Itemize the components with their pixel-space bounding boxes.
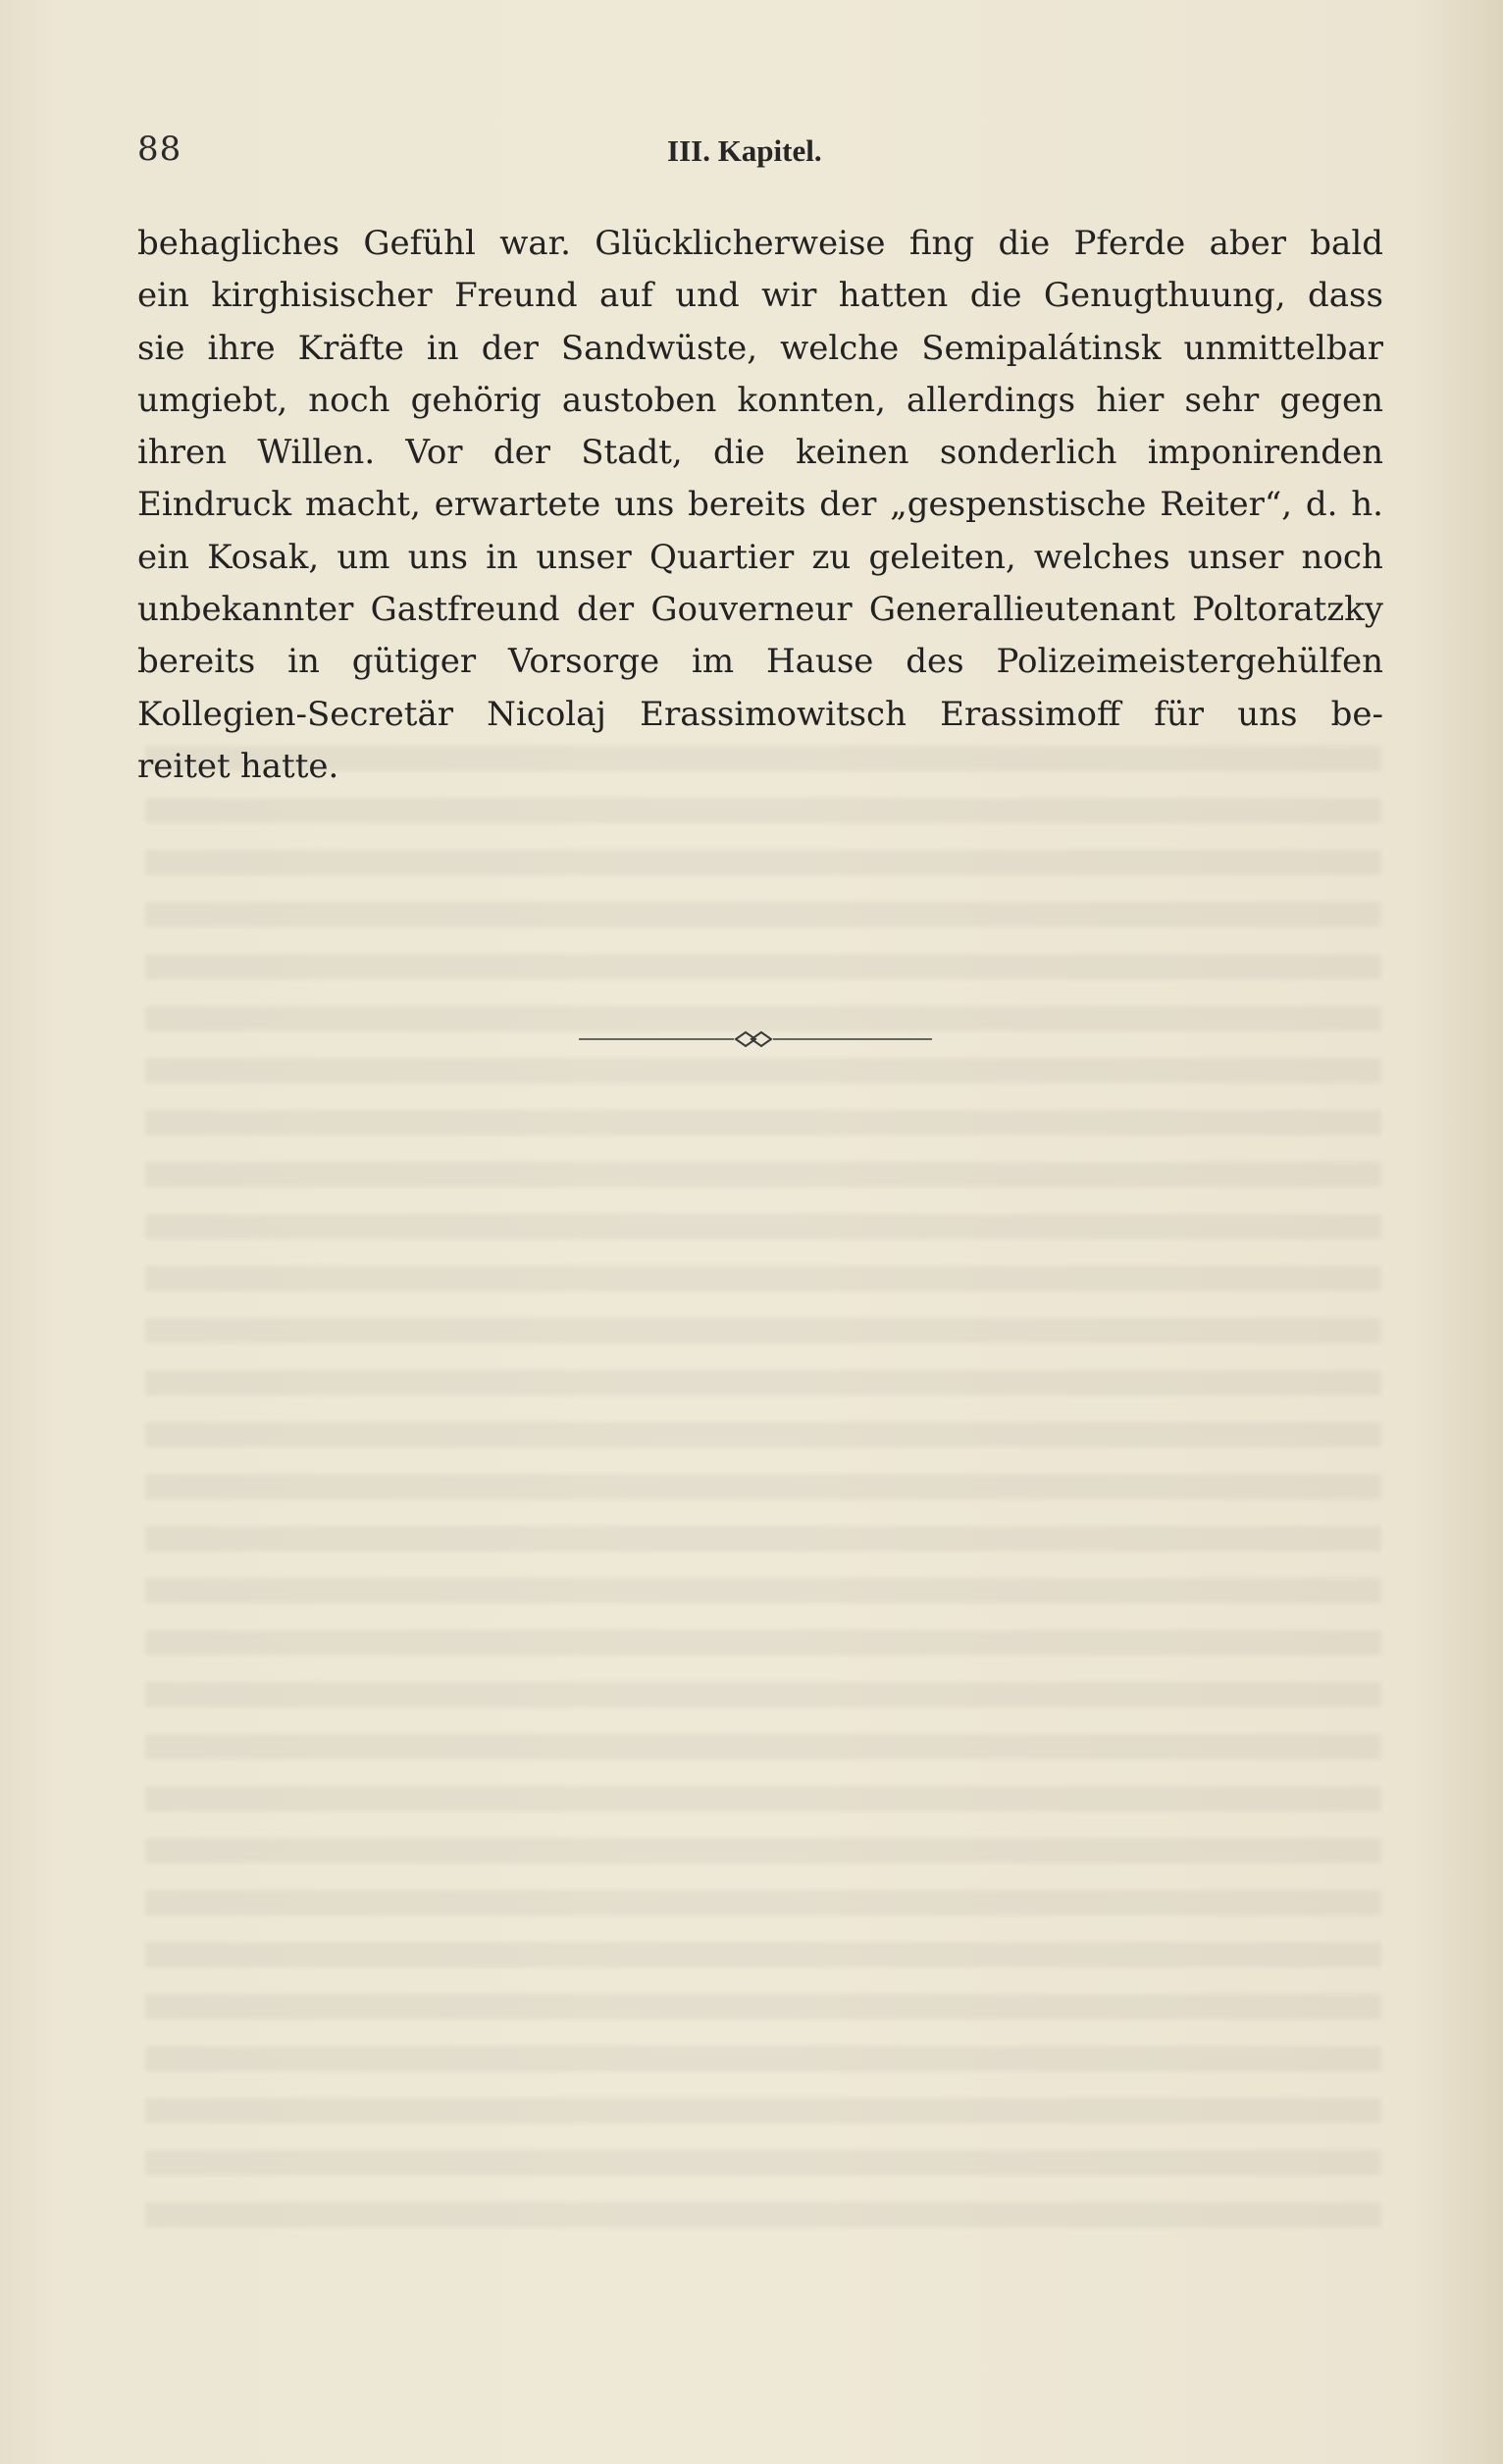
word: bereits [137,642,256,682]
word: Freund [454,276,578,316]
text-line [137,636,1383,688]
word: Gastfreund [370,590,560,630]
word: Gefühl [363,224,476,263]
word: aber [1209,224,1286,263]
word: sehr [1184,380,1260,420]
word: erwartete [434,485,601,525]
word: Eindruck [137,485,292,525]
body-text [137,218,1383,793]
text-line [137,375,1383,427]
word: ihre [207,328,276,368]
word: dass [1307,276,1383,316]
text-line [137,218,1383,270]
word: für [1154,694,1205,734]
word: hatten [838,276,949,316]
word: ihren [137,433,228,473]
word: hatte. [239,746,339,786]
word: umgiebt, [137,380,288,420]
word: geleiten, [868,537,1016,577]
bleed-through-texture [145,746,1381,2237]
word: der [819,485,877,525]
word: d. [1305,485,1338,525]
word: austoben [561,380,717,420]
word: der [576,590,635,630]
word: unbekannter [137,590,354,630]
section-end-ornament [569,1028,942,1050]
word: unser [1187,537,1284,577]
word: Erassimowitsch [640,694,907,734]
word: und [675,276,740,316]
word: ein [137,276,189,316]
word: um [337,537,390,577]
word: die [713,433,765,473]
text-line [137,532,1383,584]
word: Pferde [1073,224,1186,263]
word: gütiger [351,642,477,682]
word: Reiter“, [1160,485,1293,525]
page-header [137,130,1383,177]
text-line [137,741,1383,793]
word: Stadt, [581,433,683,473]
word: zu [811,537,852,577]
word: der [481,328,539,368]
word: auf [599,276,653,316]
word: die [969,276,1022,316]
word: Kollegien-Secretär [137,694,453,734]
word: uns [614,485,675,525]
word: sonderlich [939,433,1117,473]
word: bereits [688,485,806,525]
word: Hause [766,642,874,682]
word: Generallieutenant [868,590,1175,630]
text-line [137,584,1383,636]
word: allerdings [906,380,1076,420]
word: Glücklicherweise [595,224,886,263]
word: keinen [796,433,909,473]
word: macht, [304,485,421,525]
word: noch [308,380,390,420]
word: uns [407,537,468,577]
text-line [137,270,1383,322]
word: Gouverneur [650,590,853,630]
word: Kräfte [297,328,404,368]
word: konnten, [737,380,886,420]
word: in [486,537,518,577]
word: ein [137,537,189,577]
word: fing [908,224,975,263]
word: welche [780,328,900,368]
word: Poltoratzky [1192,590,1383,630]
word: war. [499,224,571,263]
word: Nicolaj [487,694,606,734]
word: unmittelbar [1183,328,1383,368]
text-line [137,479,1383,531]
text-line [137,689,1383,741]
word: in [426,328,459,368]
word: „gespenstische [890,485,1147,525]
word: der [492,433,550,473]
text-line [137,427,1383,479]
word: Genugthuung, [1043,276,1286,316]
word: des [906,642,964,682]
word: kirghisischer [211,276,433,316]
word: gegen [1279,380,1383,420]
word: uns [1237,694,1298,734]
word: bald [1310,224,1383,263]
word: gehörig [410,380,542,420]
word: noch [1301,537,1383,577]
word: Semipalátinsk [921,328,1162,368]
word: wir [761,276,817,316]
running-head: III. Kapitel. [667,133,822,168]
word: Quartier [649,537,795,577]
word: unser [536,537,632,577]
word: sie [137,328,185,368]
word: Erassimoff [940,694,1121,734]
word: Kosak, [207,537,320,577]
word: be- [1330,694,1383,734]
word: die [998,224,1051,263]
word: imponirenden [1147,433,1383,473]
word: Willen. [257,433,376,473]
word: h. [1351,485,1383,525]
word: Polizeimeistergehülfen [996,642,1383,682]
word: reitet [137,746,231,786]
word: Vorsorge [507,642,660,682]
word: hier [1096,380,1165,420]
word: behagliches [137,224,340,263]
page-number: 88 [137,130,182,169]
text-line [137,323,1383,375]
word: Vor [405,433,463,473]
word: in [287,642,320,682]
word: im [692,642,735,682]
word: Sandwüste, [560,328,758,368]
word: welches [1033,537,1170,577]
